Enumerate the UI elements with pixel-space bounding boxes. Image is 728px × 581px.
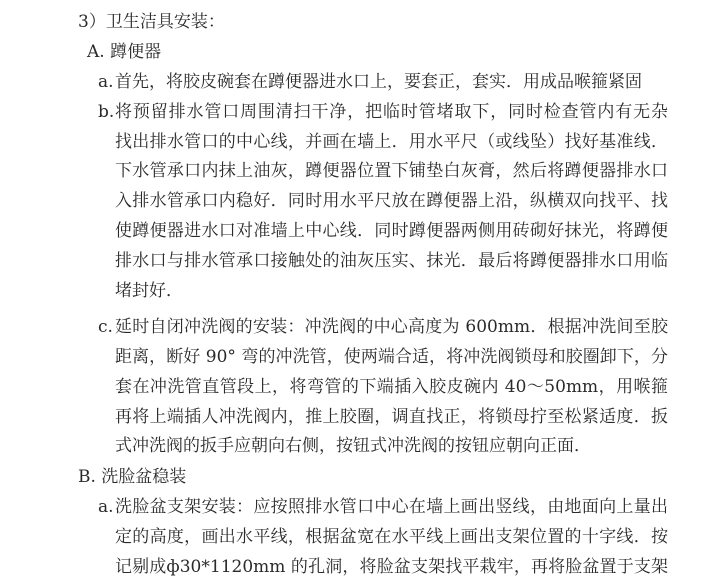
section-title: 3）卫生洁具安装： [78,12,225,32]
paragraph-line: 使蹲便器进水口对准墙上中心线．同时蹲便器两侧用砖砌好抹光，将蹲便 [115,221,668,241]
paragraph-line: 记剔成ф30*1120mm 的孔洞，将脸盆支架找平栽牢，再将脸盆置于支架 [115,557,668,577]
paragraph-line: 找出排水管口的中心线，并画在墙上．用水平尺（或线坠）找好基准线． [115,132,668,152]
paragraph-line: 再将上端插人冲洗阀内，推上胶圈，调直找正，将锁母拧至松紧适度．扳 [115,407,668,427]
paragraph-line: 堵封好． [115,281,183,301]
item-marker: b. [98,102,115,122]
paragraph-line: 首先，将胶皮碗套在蹲便器进水口上，要套正，套实．用成品喉箍紧固 [115,72,642,92]
paragraph-line: 式冲洗阀的扳手应朝向右侧，按钮式冲洗阀的按钮应朝向正面． [115,436,591,456]
paragraph-line: 定的高度，画出水平线，根据盆宽在水平线上画出支架位置的十字线．按 [115,527,668,547]
item-marker: a. [98,72,114,92]
paragraph-line: 延时自闭冲洗阀的安装：冲洗阀的中心高度为 600mm．根据冲洗间至胶 [115,317,668,337]
item-marker: a. [98,497,114,517]
item-marker: c. [98,317,113,337]
paragraph-line: 将预留排水管口周围清扫干净，把临时管堵取下，同时检查管内有无杂 [115,102,668,122]
heading-washbasin: B. 洗脸盆稳装 [78,467,187,487]
paragraph-line: 入排水管承口内稳好．同时用水平尺放在蹲便器上沿，纵横双向找平、找 [115,191,668,211]
paragraph-line: 距离，断好 90° 弯的冲洗管，使两端合适，将冲洗阀锁母和胶圈卸下，分 [115,347,668,367]
heading-squat-toilet: A. 蹲便器 [87,42,162,62]
paragraph-line: 排水口与排水管承口接触处的油灰压实、抹光．最后将蹲便器排水口用临 [115,251,668,271]
paragraph-line: 洗脸盆支架安装：应按照排水管口中心在墙上画出竖线，由地面向上量出 [115,497,668,517]
paragraph-line: 下水管承口内抹上油灰，蹲便器位置下铺垫白灰膏，然后将蹲便器排水口 [115,161,668,181]
paragraph-line: 套在冲洗管直管段上，将弯管的下端插入胶皮碗内 40～50mm，用喉箍 [115,377,668,397]
